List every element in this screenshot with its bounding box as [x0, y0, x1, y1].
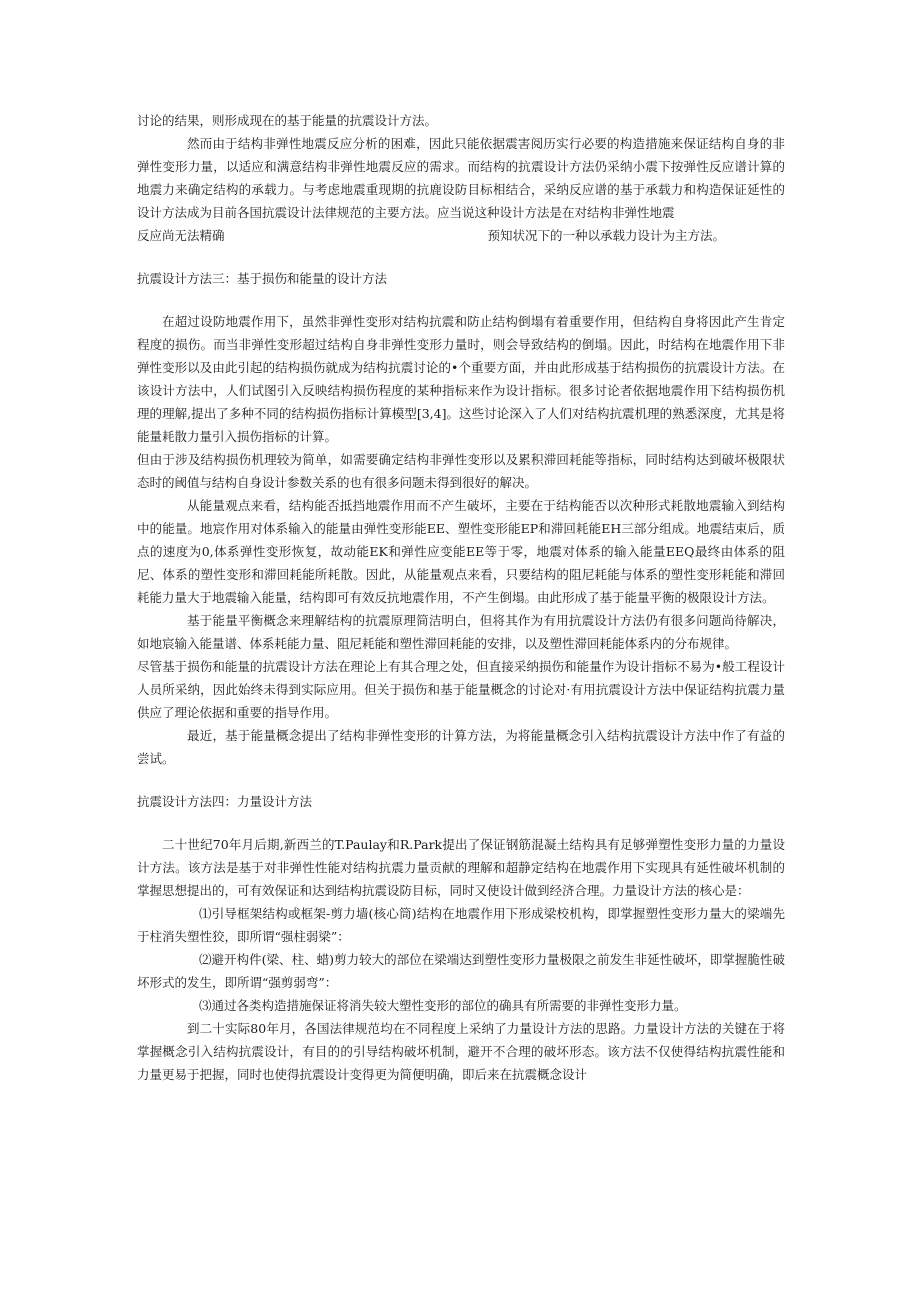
heading-method-three: 抗震设计方法三：基于损伤和能量的设计方法 — [137, 271, 388, 286]
paragraph-damage-design: 在超过设防地震作用下，虽然非弹性变形对结构抗震和防止结构倒塌有着重要作用，但结构自身将因此产生肯定程度的损伤。而当非弹性变形超过结构自身非弹性变形力量时，则会导致结构的倒塌。因此，时结构在地震作用下非弹性变形以及由此引起的结构损伤就成为结构抗震讨论的•个重要方面，并由此形成基于结构损伤的抗震设计方法。在该设计方法中，人们试图引入反映结构损伤程度的某种指标来作为设计指标。很多讨论者依据地震作用下结构损伤机理的理解,提出了多种不同的结构损伤指标计算模型[3,4]。这些讨论深入了人们对结构抗震机理的熟悉深度，尤其是将能量耗散力量引入损伤指标的计算。 — [137, 314, 785, 444]
paragraph-inelastic-analysis: 然而由于结构非弹性地震反应分析的困难，因此只能依据震害阅历实行必要的构造措施来保证结构自身的非弹性变形力量，以适应和满意结构非弹性地震反应的需求。而结构的抗震设计方法仍采纳小震下按弹性反应谱计算的地震力来确定结构的承载力。与考虑地震重现期的抗鹿设防目标相结合，采纳反应谱的基于承载力和构造保证延性的设计方法成为目前各国抗震设计法律规范的主要方法。应当说这种设计方法是在对结构非弹性地震 — [137, 136, 785, 220]
list-item-3: ⑶通过各类构造措施保证将消失较大塑性变形的部位的确具有所需要的非弹性变形力量。 — [199, 998, 687, 1013]
heading-method-four: 抗震设计方法四：力量设计方法 — [137, 794, 313, 809]
document-body — [137, 109, 785, 1086]
list-item-2: ⑵避开构件(梁、柱、蜡)剪力较大的部位在梁端达到塑性变形力量极限之前发生非延性破坏，即掌握脆性破坏形式的发生，即所谓“强剪弱弯”： — [137, 952, 785, 990]
split-line-left: 反应尚无法精确 — [137, 228, 225, 243]
paragraph-capacity-adoption: 到二十实际80年月，各国法律规范均在不同程度上采纳了力量设计方法的思路。力量设计方法的关键在于将掌握概念引入结构抗震设计，有目的的引导结构破坏机制，避开不合理的破坏形态。该方法不仅使得结构抗震性能和力量更易于把握，同时也使得抗震设计变得更为简便明确，即后来在抗震概念设计 — [137, 1021, 785, 1082]
paragraph-capacity-design: 二十世纪70年月后期,新西兰的T.Paulay和R.Park提出了保证钢筋混凝土结构具有足够弹塑性变形力量的力量设计方法。该方法是基于对非弹性性能对结构抗震力量贡献的理解和超静定结构在地震作用下实现具有延性破坏机制的掌握思想提出的，可有效保证和达到结构抗震设防目标，同时又使设计做到经济合理。力量设计方法的核心是： — [137, 837, 785, 898]
list-item-1: ⑴引导框架结构或框架-剪力墙(核心筒)结构在地震作用下形成梁校机构，即掌握塑性变形力量大的梁端先于柱消失塑性狡，即所谓“强柱弱梁”： — [137, 906, 785, 944]
split-line-right: 预知状况下的一种以承载力设计为主方法。 — [487, 228, 725, 243]
paragraph-intro: 讨论的结果，则形成现在的基于能量的抗震设计方法。 — [137, 113, 438, 128]
paragraph-recent: 最近，基于能量概念提出了结构非弹性变形的计算方法，为将能量概念引入结构抗震设计方法中作了有益的尝试。 — [137, 728, 785, 766]
paragraph-split-line — [137, 224, 785, 247]
paragraph-energy-view: 从能量观点来看，结构能否抵挡地震作用而不产生破坏，主要在于结构能否以次种形式耗散地震输入到结构中的能量。地宸作用对体系输入的能量由弹性变形能EE、塑性变形能EP和滞回耗能EH三部分组成。地震结束后，质点的速度为0,体系弹性变形恢复，故动能EK和弹性应变能EE等于零，地震对体系的输入能量EEQ最终由体系的阻尼、体系的塑性变形和滞回耗能所耗散。因此，从能量观点来看，只要结构的阻尼耗能与体系的塑性变形耗能和滞回耗能力量大于地震输入能量，结构即可有效反抗地震作用，不产生倒塌。由此形成了基于能量平衡的极限设计方法。 — [137, 498, 785, 605]
paragraph-energy-balance: 基于能量平衡概念来理解结构的抗震原理简洁明白，但将其作为有用抗震设计方法仍有很多问题尚待解决，如地宸输入能量谱、体系耗能力量、阻尼耗能和塑性滞回耗能的安排，以及塑性滞回耗能体系内的分布规律。 — [137, 613, 785, 651]
paragraph-damage-energy-summary: 尽管基于损伤和能量的抗震设计方法在理论上有其合理之处，但直接采纳损伤和能量作为设计指标不易为•般工程设计人员所采纳，因此始终未得到实际应用。但关于损伤和基于能量概念的讨论对·有用抗震设计方法中保证结构抗震力量供应了理论依据和重要的指导作用。 — [137, 659, 785, 720]
paragraph-damage-limit: 但由于涉及结构损伤机理较为简单，如需要确定结构非弹性变形以及累积滞回耗能等指标，同时结构达到破坏极限状态时的阈值与结构自身设计参数关系的也有很多问题未得到很好的解决。 — [137, 452, 785, 490]
